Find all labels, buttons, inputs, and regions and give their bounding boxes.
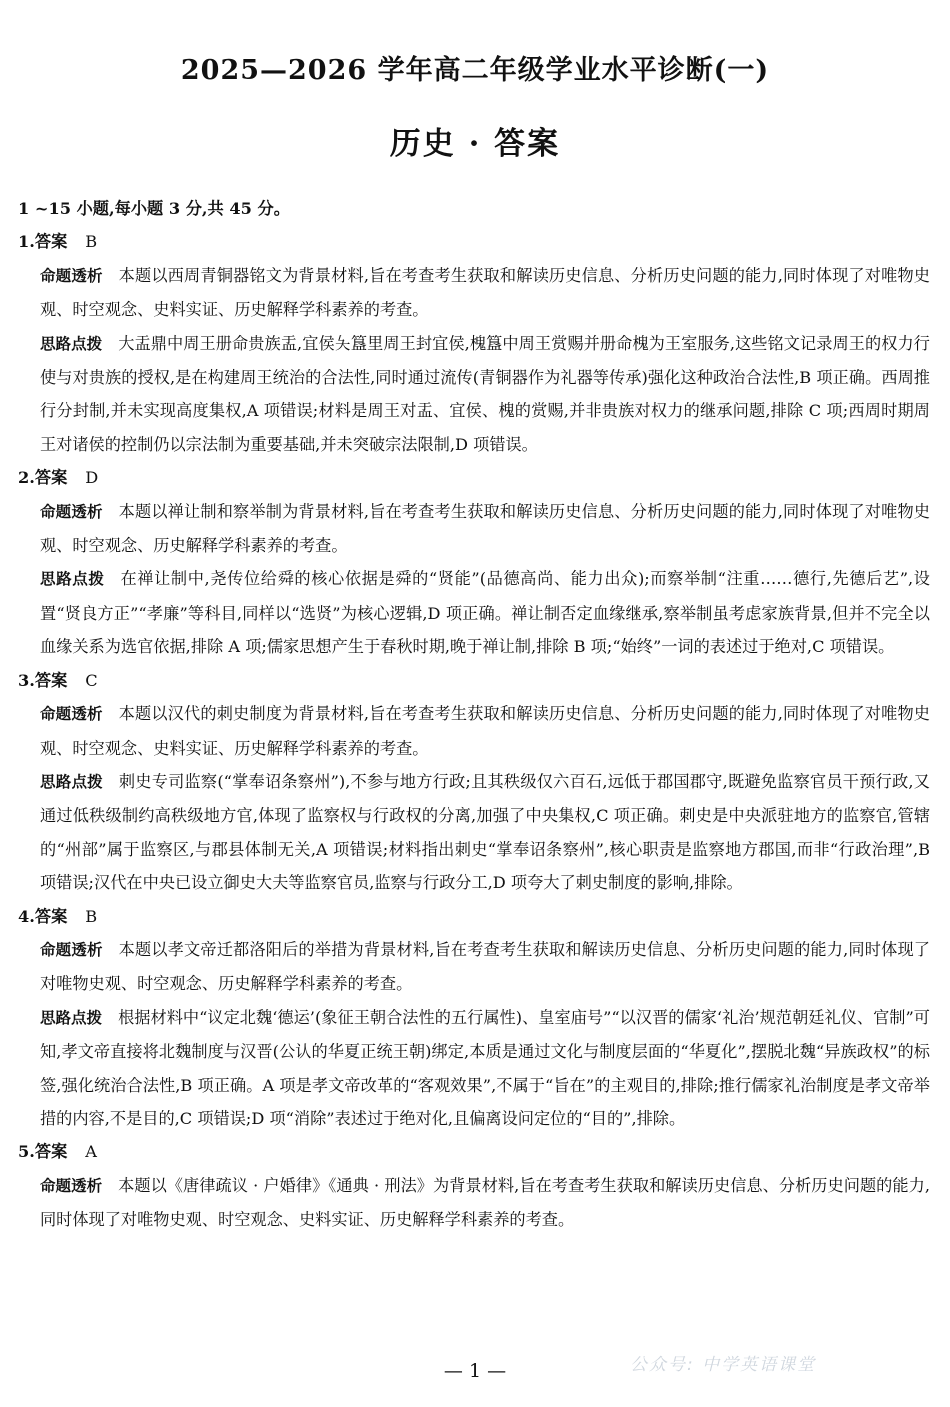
question-number: 3. [18,670,35,690]
analysis-text: 本题以孝文帝迁都洛阳后的举措为背景材料,旨在考查考生获取和解读历史信息、分析历史问题的能力,同时体现了对唯物史观、时空观念、历史解释学科素养的考查。 [40,939,930,994]
question-1-analysis [40,259,930,327]
analysis-label: 命题透析 [40,705,103,724]
analysis-label: 命题透析 [40,1176,103,1195]
analysis-label: 命题透析 [40,502,103,521]
reasoning-text: 大盂鼎中周王册命贵族盂,宜侯夨簋里周王封宜侯,槐簋中周王赏赐并册命槐为王室服务,这些铭文记录周王的权力行使与对贵族的授权,是在构建周王统治的合法性,同时通过流传(青铜器作为礼器等传承)强化这种政治合法性,B 项正确。西周推行分封制,并未实现高度集权,A 项错误;材料是周王对盂、宜侯、槐的赏赐,并非贵族对权力的继承问题,排除 C 项;西周时期周王对诸侯的控制仍以宗法制为重要基础,并未突破宗法限制,D 项错误。 [40,333,930,454]
reasoning-label: 思路点拨 [40,334,103,353]
question-3-reasoning [40,765,930,900]
question-2 [18,461,930,663]
question-number: 1. [18,232,35,252]
answer-label: 答案 [34,232,68,252]
question-4 [18,900,930,1136]
document-title: 2025—2026 学年高二年级学业水平诊断(一) [180,55,770,86]
answer-value: A [85,1142,97,1162]
answer-value: B [85,906,98,926]
question-5-analysis [40,1169,930,1237]
reasoning-text: 刺史专司监察(“掌奉诏条察州”),不参与地方行政;且其秩级仅六百石,远低于郡国郡守,既避免监察官员干预行政,又通过低秩级制约高秩级地方官,体现了监察权与行政权的分离,加强了中央集权,C 项正确。刺史是中央派驻地方的监察官,管辖的“州部”属于监察区,与郡县体制无关,A 项错误;材料指出刺史“掌奉诏条察州”,核心职责是监察地方郡国,而非“行政治理”,B 项错误;汉代在中央已设立御史大夫等监察官员,监察与行政分工,D 项夸大了刺史制度的影响,排除。 [40,771,930,893]
answer-label: 答案 [34,906,68,926]
watermark: 公众号: 中学英语课堂 [630,1355,817,1375]
question-1 [18,225,930,461]
question-4-analysis [40,933,930,1001]
question-2-header [18,461,930,494]
answer-label: 答案 [34,1142,68,1162]
question-5-header [18,1135,930,1168]
reasoning-text: 在禅让制中,尧传位给舜的核心依据是舜的“贤能”(品德高尚、能力出众);而察举制“注重……德行,先德后艺”,设置“贤良方正”“孝廉”等科目,同样以“选贤”为核心逻辑,D 项正确。禅让制否定血缘继承,察举制虽考虑家族背景,但并不完全以血缘关系为选官依据,排除 A 项;儒家思想产生于春秋时期,晚于禅让制,排除 B 项;“始终”一词的表述过于绝对,C 项错误。 [40,569,930,657]
analysis-text: 本题以禅让制和察举制为背景材料,旨在考查考生获取和解读历史信息、分析历史问题的能力,同时体现了对唯物史观、时空观念、历史解释学科素养的考查。 [40,501,930,556]
reasoning-label: 思路点拨 [40,570,105,589]
answer-content [18,192,930,1237]
question-4-reasoning [40,1001,930,1136]
question-5 [18,1135,930,1236]
analysis-text: 本题以西周青铜器铭文为背景材料,旨在考查考生获取和解读历史信息、分析历史问题的能力,同时体现了对唯物史观、时空观念、史料实证、历史解释学科素养的考查。 [40,265,930,320]
question-1-reasoning [40,327,930,462]
analysis-text: 本题以《唐律疏议 · 户婚律》《通典 · 刑法》为背景材料,旨在考查考生获取和解读历史信息、分析历史问题的能力,同时体现了对唯物史观、时空观念、史料实证、历史解释学科素养的考查。 [40,1175,930,1230]
analysis-label: 命题透析 [40,940,103,959]
reasoning-text: 根据材料中“议定北魏‘德运’(象征王朝合法性的五行属性)、皇室庙号”“以汉晋的儒家‘礼治’规范朝廷礼仪、官制”可知,孝文帝直接将北魏制度与汉晋(公认的华夏正统王朝)绑定,本质是通过文化与制度层面的“华夏化”,摆脱北魏“异族政权”的标签,强化统治合法性,B 项正确。A 项是孝文帝改革的“客观效果”,不属于“旨在”的主观目的,排除;推行儒家礼治制度是孝文帝举措的内容,不是目的,C 项错误;D 项“消除”表述过于绝对化,且偏离设问定位的“目的”,排除。 [40,1007,930,1128]
page-number: — 1 — [443,1360,507,1382]
analysis-text: 本题以汉代的刺史制度为背景材料,旨在考查考生获取和解读历史信息、分析历史问题的能力,同时体现了对唯物史观、时空观念、史料实证、历史解释学科素养的考查。 [40,704,930,758]
question-3 [18,664,930,900]
answer-value: B [85,232,98,252]
reasoning-label: 思路点拨 [40,772,103,791]
document-subtitle: 历史 · 答案 [389,126,561,162]
question-4-header [18,900,930,933]
question-number: 4. [18,906,35,926]
analysis-label: 命题透析 [40,266,103,285]
answer-label: 答案 [34,468,68,488]
answer-label: 答案 [34,670,68,690]
question-2-reasoning [40,562,930,663]
question-number: 5. [18,1142,35,1162]
question-number: 2. [18,468,35,488]
question-2-analysis [40,495,930,563]
question-3-analysis [40,697,930,765]
scoring-intro: 1 ~15 小题,每小题 3 分,共 45 分。 [18,199,290,218]
reasoning-label: 思路点拨 [40,1008,103,1027]
question-3-header [18,664,930,697]
question-1-header [18,225,930,258]
answer-value: D [85,468,99,488]
answer-value: C [85,670,98,690]
